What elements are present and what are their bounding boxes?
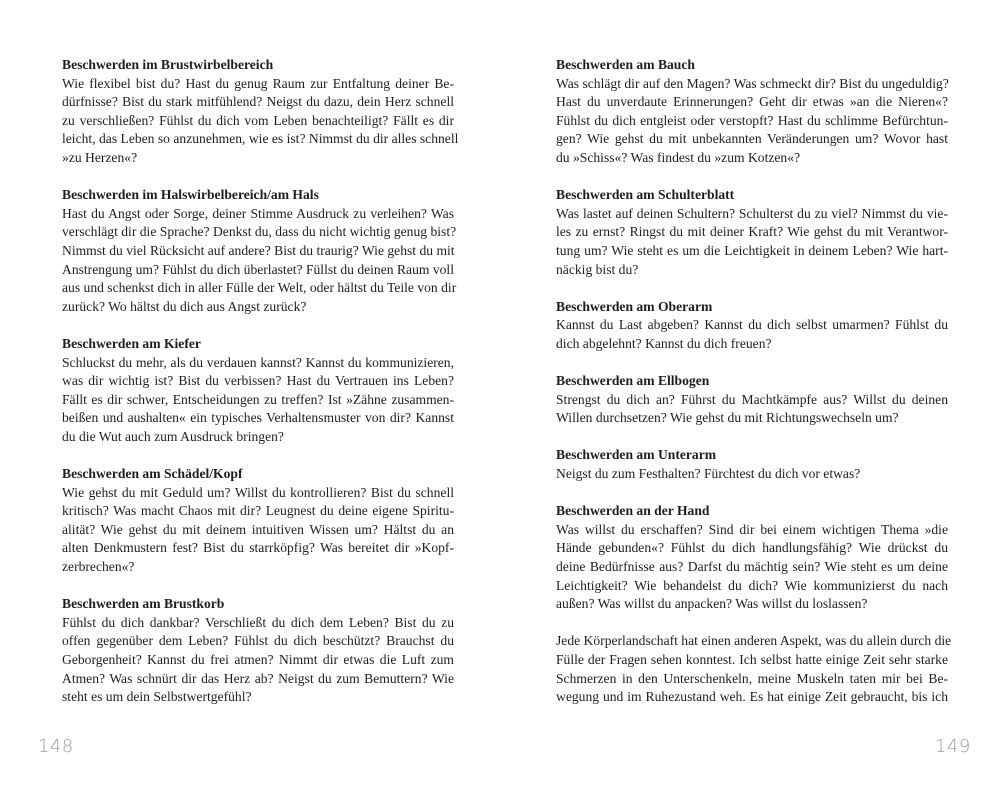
text-line: Willen durchsetzen? Wie gehst du mit Richtungswechseln um?: [556, 410, 899, 426]
text-line: Fühlst du dich entgleist oder verstopft? Hast du schlimme Befürchtun-: [556, 112, 948, 128]
text-line: Hast du unverdaute Erinnerungen? Geht dir etwas »an die Nieren«?: [556, 94, 948, 110]
text-line: alten Denkmustern fest? Bist du starrköpfig? Was bereitet dir »Kopf-: [62, 540, 454, 556]
text-line: les zu ernst? Ringst du mit deiner Kraft? Wie gehst du mit Verantwor-: [556, 224, 948, 240]
section-hals: [62, 186, 457, 316]
text-line: Was schlägt dir auf den Magen? Was schmeckt dir? Bist du ungeduldig?: [556, 75, 949, 91]
text-line: zurück? Wo hältst du dich aus Angst zurück?: [62, 298, 307, 314]
section-schaedel: [62, 465, 454, 577]
section-schulterblatt: [556, 186, 948, 279]
section-heading: Beschwerden am Unterarm: [556, 447, 717, 463]
text-line: beißen und aushalten« ein typisches Verhaltensmuster von dir? Kannst: [62, 410, 454, 426]
text-line: Wie flexibel bist du? Hast du genug Raum zur Entfaltung deiner Be-: [62, 75, 454, 91]
page-number-right: 149: [935, 736, 971, 757]
text-line: Leichtigkeit? Wie behandelst du dich? Wie kommunizierst du nach: [556, 577, 948, 593]
text-line: Schmerzen in den Unterschenkeln, meine Muskeln taten mir bei Be-: [556, 670, 948, 686]
section-heading: Beschwerden am Kiefer: [62, 335, 201, 351]
text-line: Fällt es dir schwer, Entscheidungen zu treffen? Ist »Zähne zusammen-: [62, 391, 454, 407]
section-unterarm: [556, 446, 948, 483]
text-line: »zu Herzen«?: [62, 149, 138, 165]
text-line: außen? Was willst du anpacken? Was willst du loslassen?: [556, 596, 868, 612]
section-brustwirbel: [62, 56, 459, 168]
text-line: Strengst du dich an? Führst du Machtkämpfe aus? Willst du deinen: [556, 391, 948, 407]
section-heading: Beschwerden im Halswirbelbereich/am Hals: [62, 187, 319, 203]
section-heading: Beschwerden am Ellbogen: [556, 373, 710, 389]
text-line: Nimmst du viel Rücksicht auf andere? Bist du traurig? Wie gehst du mit: [62, 242, 455, 258]
text-line: Fühlst du dich dankbar? Verschließt du dich dem Leben? Bist du zu: [62, 614, 454, 630]
text-line: kritisch? Was macht Chaos mit dir? Leugnest du deine eigene Spiritu-: [62, 503, 454, 519]
text-line: Hast du Angst oder Sorge, deiner Stimme Ausdruck zu verleihen? Was: [62, 205, 454, 221]
text-line: dich abgelehnt? Kannst du dich freuen?: [556, 335, 772, 351]
section-heading: Beschwerden im Brustwirbelbereich: [62, 57, 274, 72]
section-heading: Beschwerden an der Hand: [556, 503, 710, 519]
text-line: Anstrengung um? Fühlst du dich überlastet? Füllst du deinen Raum voll: [62, 261, 454, 277]
text-line: Jede Körperlandschaft hat einen anderen Aspekt, was du allein durch die: [556, 633, 952, 649]
text-line: verschlägt dir die Sprache? Denkst du, dass du nicht wichtig genug bist?: [62, 224, 457, 240]
text-line: Schluckst du mehr, als du verdauen kannst? Kannst du kommunizieren,: [62, 354, 454, 370]
section-brustkorb: [62, 595, 454, 707]
text-line: Was willst du erschaffen? Sind dir bei einem wichtigen Thema »die: [556, 521, 948, 537]
section-heading: Beschwerden am Bauch: [556, 57, 695, 72]
text-line: alität? Wie gehst du mit deinem intuitiven Wissen um? Hältst du an: [62, 521, 454, 537]
text-line: Hände gebunden«? Fühlst du dich handlungsfähig? Wie drückst du: [556, 540, 948, 556]
right-page: [556, 56, 952, 707]
text-line: was dir wichtig ist? Bist du verbissen? Hast du Vertrauen ins Leben?: [62, 373, 454, 389]
text-line: Kannst du Last abgeben? Kannst du dich selbst umarmen? Fühlst du: [556, 317, 948, 333]
section-heading: Beschwerden am Schädel/Kopf: [62, 466, 243, 482]
text-line: steht es um dein Selbstwertgefühl?: [62, 689, 252, 705]
text-line: du »Schiss«? Was findest du »zum Kotzen«?: [556, 149, 801, 165]
section-oberarm: [556, 298, 948, 354]
left-page: [62, 56, 459, 725]
text-line: Fülle der Fragen sehen konntest. Ich selbst hatte einige Zeit sehr starke: [556, 652, 948, 667]
page-number-left: 148: [38, 736, 74, 757]
text-line: dürfnisse? Bist du stark mitfühlend? Neigst du dazu, dein Herz schnell: [62, 94, 454, 110]
text-line: tung um? Wie steht es um die Leichtigkeit in deinem Leben? Wie hart-: [556, 242, 948, 258]
text-line: leicht, das Leben so anzunehmen, wie es ist? Nimmst du dir alles schnell: [62, 131, 459, 147]
text-line: wegung und im Ruhezustand weh. Es hat einige Zeit gebraucht, bis ich: [556, 689, 948, 705]
text-line: du die Wut auch zum Ausdruck bringen?: [62, 428, 284, 444]
text-line: gen? Wie gehst du mit unbekannten Veränderungen um? Wovor hast: [556, 131, 948, 147]
body-paragraph: [556, 632, 952, 706]
section-heading: Beschwerden am Schulterblatt: [556, 187, 735, 203]
section-bauch: [556, 56, 948, 168]
section-heading: Beschwerden am Brustkorb: [62, 596, 225, 612]
section-ellbogen: [556, 372, 948, 428]
text-line: offen gegenüber dem Leben? Fühlst du dich beschützt? Brauchst du: [62, 633, 454, 649]
text-line: deine Bedürfnisse aus? Darfst du mächtig sein? Wie steht es um deine: [556, 559, 948, 575]
text-line: näckig bist du?: [556, 261, 639, 277]
section-hand: [556, 502, 948, 614]
text-line: Was lastet auf deinen Schultern? Schulterst du zu viel? Nimmst du vie-: [556, 205, 948, 221]
text-line: zu verschließen? Fühlst du dich vom Leben benachteiligt? Fällt es dir: [62, 112, 454, 128]
text-line: Wie gehst du mit Geduld um? Willst du kontrollieren? Bist du schnell: [62, 484, 454, 500]
text-line: aus und schenkst dich in aller Fülle der Welt, oder hältst du Teile von dir: [62, 280, 457, 296]
text-line: zerbrechen«?: [62, 559, 135, 575]
section-kiefer: [62, 335, 454, 447]
text-line: Geborgenheit? Kannst du frei atmen? Nimmt dir etwas die Luft zum: [62, 652, 454, 667]
text-line: Atmen? Was schnürt dir das Herz ab? Neigst du zum Bemuttern? Wie: [62, 670, 454, 686]
text-line: Neigst du zum Festhalten? Fürchtest du dich vor etwas?: [556, 466, 861, 482]
section-heading: Beschwerden am Oberarm: [556, 298, 713, 314]
